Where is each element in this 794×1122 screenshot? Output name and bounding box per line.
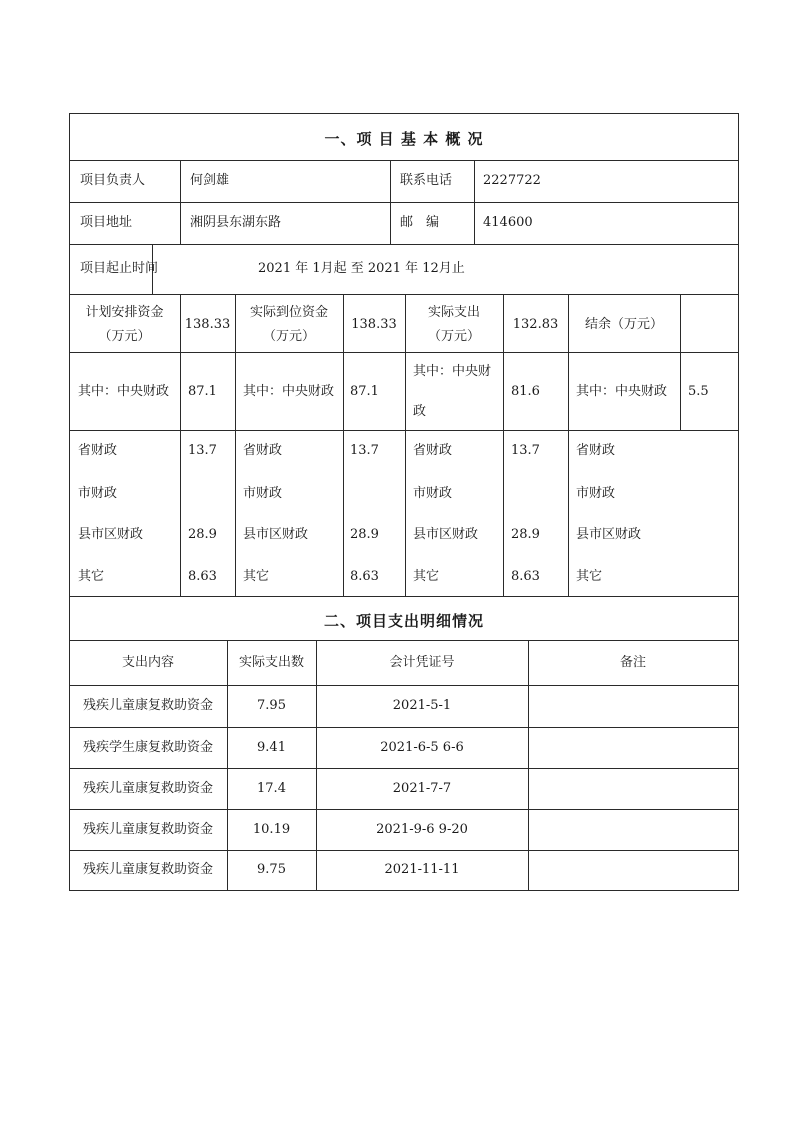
section2-title: 二、项目支出明细情况: [323, 612, 484, 630]
central-planned-label: 其中：中央财政: [78, 384, 170, 399]
fund-row-label: 省财政: [243, 443, 283, 458]
fund-row-label: 市财政: [576, 486, 616, 501]
central-spent-label: 其中：中央财: [413, 364, 492, 379]
postcode-label: 邮 编: [400, 215, 440, 230]
fund-row-label: 其它: [576, 569, 603, 584]
phone-label: 联系电话: [400, 173, 453, 188]
fund-row-planned-value: 28.9: [188, 527, 217, 542]
balance-label: 结余（万元）: [584, 317, 663, 332]
phone-value: 2227722: [483, 173, 541, 188]
fund-row-label: 县市区财政: [243, 527, 309, 542]
received-value: 138.33: [351, 317, 397, 332]
central-balance-value: 5.5: [688, 384, 709, 399]
detail-row-amount: 17.4: [257, 781, 286, 796]
detail-row-amount: 9.41: [257, 740, 286, 755]
fund-row-label: 其它: [413, 569, 440, 584]
received-label: 实际到位资金: [249, 305, 328, 320]
period-value: 2021 年 1月起 至 2021 年 12月止: [258, 261, 465, 276]
received-unit: （万元）: [262, 329, 315, 344]
manager-value: 何剑雄: [190, 173, 230, 188]
column-header-amount: 实际支出数: [238, 655, 304, 670]
fund-row-planned-value: 13.7: [188, 443, 217, 458]
central-received-value: 87.1: [350, 384, 379, 399]
fund-row-label: 县市区财政: [413, 527, 479, 542]
fund-row-label: 市财政: [413, 486, 453, 501]
fund-row-label: 省财政: [78, 443, 118, 458]
detail-row-voucher: 2021-9-6 9-20: [376, 822, 468, 837]
detail-row-item: 残疾学生康复救助资金: [82, 740, 213, 755]
detail-row-item: 残疾儿童康复救助资金: [82, 781, 213, 796]
fund-row-label: 县市区财政: [78, 527, 144, 542]
detail-row-voucher: 2021-6-5 6-6: [380, 740, 464, 755]
spent-unit: （万元）: [427, 329, 480, 344]
detail-row-voucher: 2021-11-11: [384, 862, 460, 877]
central-balance-label: 其中：中央财政: [576, 384, 668, 399]
fund-row-label: 省财政: [413, 443, 453, 458]
fund-row-planned-value: 8.63: [188, 569, 217, 584]
spent-value: 132.83: [512, 317, 559, 332]
fund-row-label: 其它: [78, 569, 105, 584]
postcode-value: 414600: [483, 215, 533, 230]
address-label: 项目地址: [80, 215, 133, 230]
column-header-voucher: 会计凭证号: [389, 655, 455, 670]
planned-label: 计划安排资金: [85, 305, 164, 320]
planned-value: 138.33: [184, 317, 231, 332]
fund-row-label: 其它: [243, 569, 270, 584]
central-received-label: 其中：中央财政: [243, 384, 335, 399]
spent-label: 实际支出: [427, 305, 480, 320]
manager-label: 项目负责人: [80, 173, 146, 188]
detail-row-voucher: 2021-7-7: [392, 781, 452, 796]
period-label: 项目起止时间: [80, 261, 159, 276]
fund-row-spent-value: 8.63: [511, 569, 540, 584]
detail-row-amount: 9.75: [257, 862, 286, 877]
detail-row-amount: 7.95: [257, 698, 286, 713]
fund-row-label: 县市区财政: [576, 527, 642, 542]
fund-row-received-value: 13.7: [350, 443, 379, 458]
central-spent-value: 81.6: [511, 384, 540, 399]
fund-row-spent-value: 28.9: [511, 527, 540, 542]
section1-title: 一、项 目 基 本 概 况: [324, 130, 484, 148]
fund-row-label: 市财政: [243, 486, 283, 501]
central-planned-value: 87.1: [188, 384, 217, 399]
column-header-note: 备注: [619, 655, 646, 670]
fund-row-label: 市财政: [78, 486, 118, 501]
planned-unit: （万元）: [98, 329, 151, 344]
column-header-item: 支出内容: [121, 655, 174, 670]
detail-row-item: 残疾儿童康复救助资金: [82, 822, 213, 837]
central-spent-label-2: 政: [413, 404, 427, 419]
fund-row-label: 省财政: [576, 443, 616, 458]
detail-row-amount: 10.19: [252, 822, 291, 837]
fund-row-spent-value: 13.7: [511, 443, 540, 458]
address-value: 湘阴县东湖东路: [190, 215, 282, 230]
fund-row-received-value: 8.63: [350, 569, 379, 584]
fund-row-received-value: 28.9: [350, 527, 379, 542]
detail-row-voucher: 2021-5-1: [392, 698, 452, 713]
detail-row-item: 残疾儿童康复救助资金: [82, 698, 213, 713]
detail-row-item: 残疾儿童康复救助资金: [82, 862, 213, 877]
